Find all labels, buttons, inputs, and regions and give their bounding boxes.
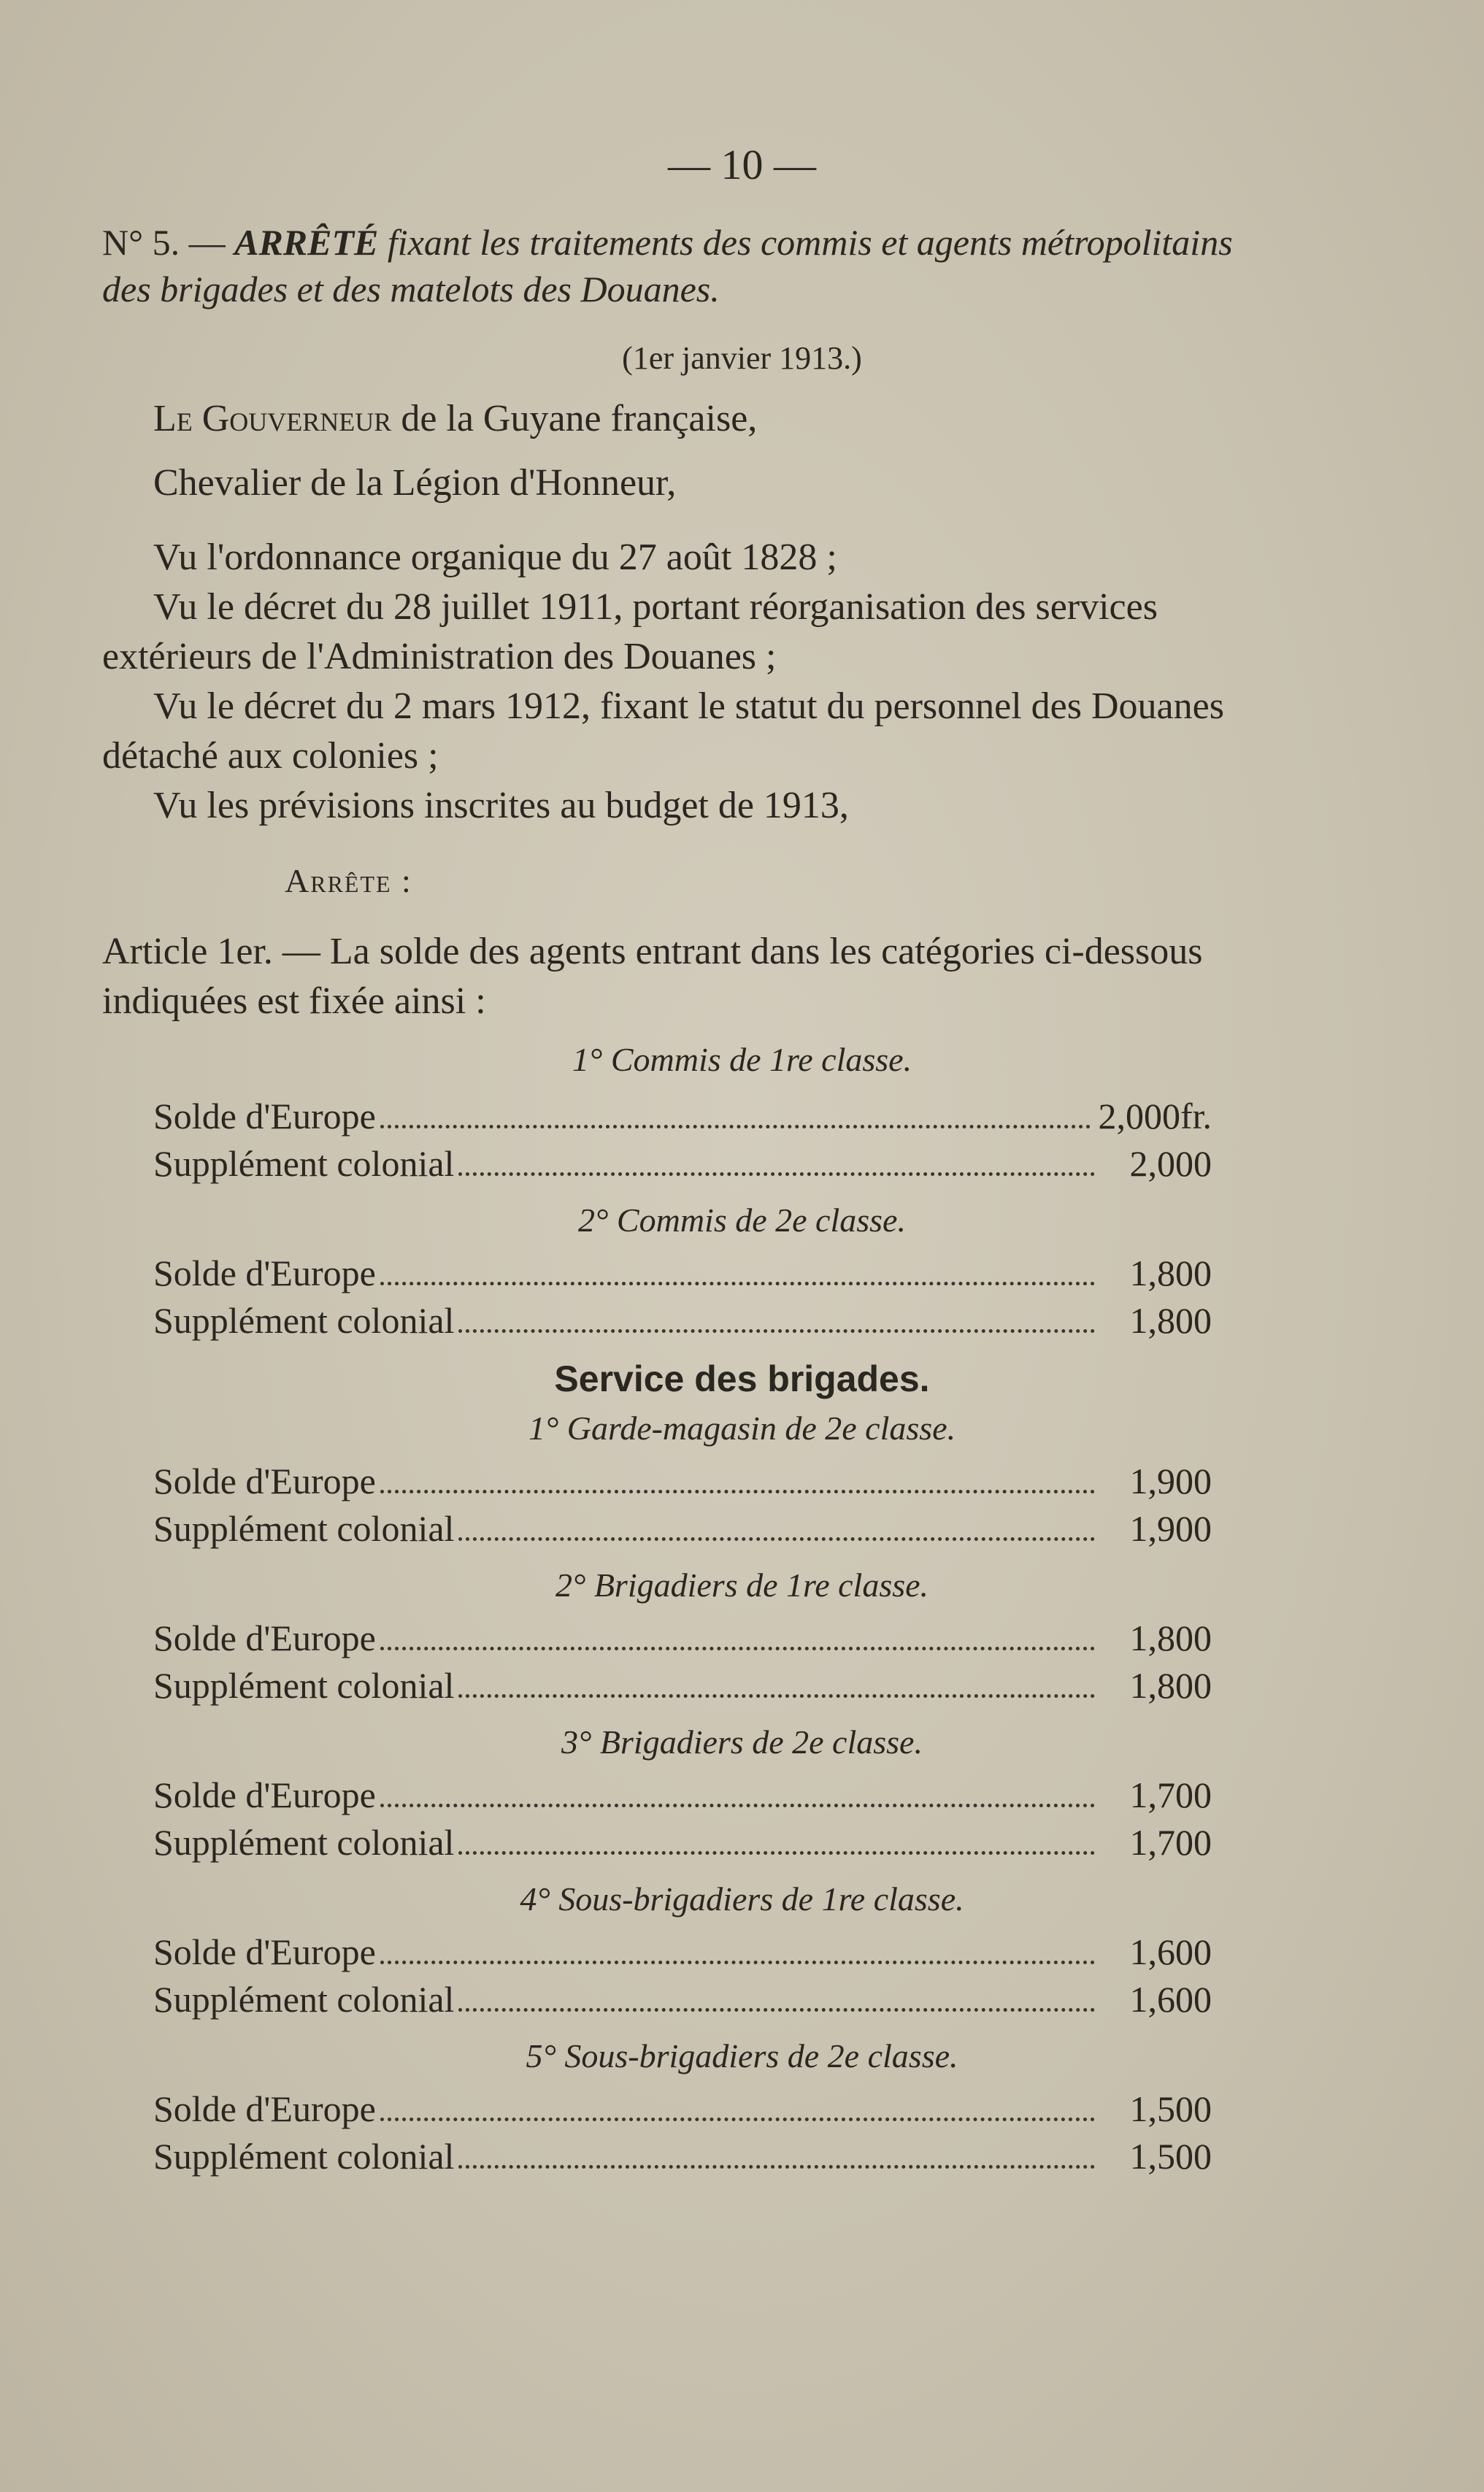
category-heading: 1° Commis de 1re classe.	[572, 1041, 912, 1078]
pay-label: Supplément colonial	[153, 1300, 455, 1341]
leader-dots	[458, 1851, 1095, 1855]
section-heading: Service des brigades.	[554, 1358, 930, 1399]
pay-label: Supplément colonial	[153, 1822, 455, 1863]
pay-row	[153, 1299, 1212, 1342]
decree-subject: fixant les traitements des commis et agents métropolitains des brigades et des matelots des Douanes.	[102, 222, 1233, 309]
pay-amount: 1,700	[1129, 1822, 1212, 1863]
pay-row	[153, 1774, 1212, 1816]
governor-block	[102, 394, 1270, 508]
pay-label: Solde d'Europe	[153, 1618, 376, 1658]
pay-amount: 1,800	[1129, 1300, 1212, 1341]
pay-label: Solde d'Europe	[153, 1774, 376, 1815]
leader-dots	[380, 1490, 1095, 1493]
governor-territory: de la Guyane française,	[391, 398, 758, 439]
leader-dots	[380, 1282, 1095, 1285]
leader-dots	[458, 2165, 1095, 2169]
governor-line-1	[102, 394, 1270, 444]
leader-dots	[380, 2118, 1095, 2121]
leader-dots	[458, 1329, 1095, 1333]
article-1: Article 1er. — La solde des agents entrant dans les catégories ci-dessous indiquées est fixée ainsi :	[102, 931, 1203, 1022]
pay-label: Solde d'Europe	[153, 1931, 376, 1972]
considerant-1: Vu l'ordonnance organique du 27 août 1828 ;	[153, 537, 837, 578]
pay-label: Solde d'Europe	[153, 1096, 376, 1137]
pay-label: Solde d'Europe	[153, 1253, 376, 1293]
pay-row	[153, 1821, 1212, 1864]
pay-row	[153, 1507, 1212, 1550]
pay-label: Supplément colonial	[153, 1665, 455, 1706]
considerant-3: Vu le décret du 2 mars 1912, fixant le statut du personnel des Douanes détaché aux colonies ;	[102, 685, 1224, 777]
leader-dots	[458, 1172, 1095, 1176]
pay-label: Supplément colonial	[153, 1979, 455, 2020]
decree-title	[102, 219, 1270, 312]
leader-dots	[380, 1647, 1095, 1650]
considerant-2: Vu le décret du 28 juillet 1911, portant réorganisation des services extérieurs de l'Administration des Douanes ;	[102, 586, 1158, 677]
decree-date: (1er janvier 1913.)	[622, 340, 862, 376]
pay-amount: 1,500	[1129, 2088, 1212, 2129]
pay-amount: 1,500	[1129, 2136, 1212, 2177]
pay-amount: 2,000	[1129, 1143, 1212, 1184]
pay-amount: 1,600	[1129, 1931, 1212, 1972]
governor-title: Le Gouverneur	[153, 398, 392, 439]
page-number: — 10 —	[668, 141, 816, 188]
pay-label: Solde d'Europe	[153, 2088, 376, 2129]
category-heading: 2° Commis de 2e classe.	[578, 1201, 906, 1239]
category-heading: 1° Garde-magasin de 2e classe.	[528, 1410, 956, 1447]
pay-row	[153, 1978, 1212, 2020]
category-heading: 5° Sous-brigadiers de 2e classe.	[526, 2037, 958, 2074]
pay-row	[153, 1095, 1212, 1137]
pay-amount: 2,000fr.	[1098, 1096, 1212, 1137]
decree-arrete-word: ARRÊTÉ	[234, 222, 379, 263]
pay-row	[153, 2088, 1212, 2130]
pay-row	[153, 1664, 1212, 1707]
pay-label: Supplément colonial	[153, 1143, 455, 1184]
leader-dots	[380, 1125, 1091, 1128]
leader-dots	[380, 1961, 1095, 1964]
decree-number: N° 5. —	[102, 222, 226, 263]
pay-row	[153, 1252, 1212, 1294]
pay-amount: 1,900	[1129, 1508, 1212, 1549]
governor-line-2: Chevalier de la Légion d'Honneur,	[153, 462, 677, 504]
leader-dots	[458, 1537, 1095, 1541]
arrete-heading: Arrête :	[285, 862, 412, 899]
leader-dots	[458, 2008, 1095, 2012]
pay-row	[153, 1142, 1212, 1185]
pay-row	[153, 2135, 1212, 2177]
category-heading: 4° Sous-brigadiers de 1re classe.	[520, 1880, 964, 1918]
considerants	[102, 533, 1270, 831]
leader-dots	[458, 1694, 1095, 1698]
pay-label: Supplément colonial	[153, 2136, 455, 2177]
pay-label: Solde d'Europe	[153, 1461, 376, 1501]
pay-row	[153, 1460, 1212, 1502]
pay-row	[153, 1931, 1212, 1973]
pay-amount: 1,900	[1129, 1461, 1212, 1501]
considerant-4: Vu les prévisions inscrites au budget de 1913,	[153, 785, 849, 826]
category-heading: 3° Brigadiers de 2e classe.	[561, 1723, 923, 1761]
pay-amount: 1,800	[1129, 1665, 1212, 1706]
category-heading: 2° Brigadiers de 1re classe.	[555, 1566, 929, 1604]
pay-row	[153, 1617, 1212, 1659]
pay-amount: 1,600	[1129, 1979, 1212, 2020]
pay-amount: 1,800	[1129, 1253, 1212, 1293]
pay-amount: 1,700	[1129, 1774, 1212, 1815]
leader-dots	[380, 1804, 1095, 1807]
pay-amount: 1,800	[1129, 1618, 1212, 1658]
pay-label: Supplément colonial	[153, 1508, 455, 1549]
